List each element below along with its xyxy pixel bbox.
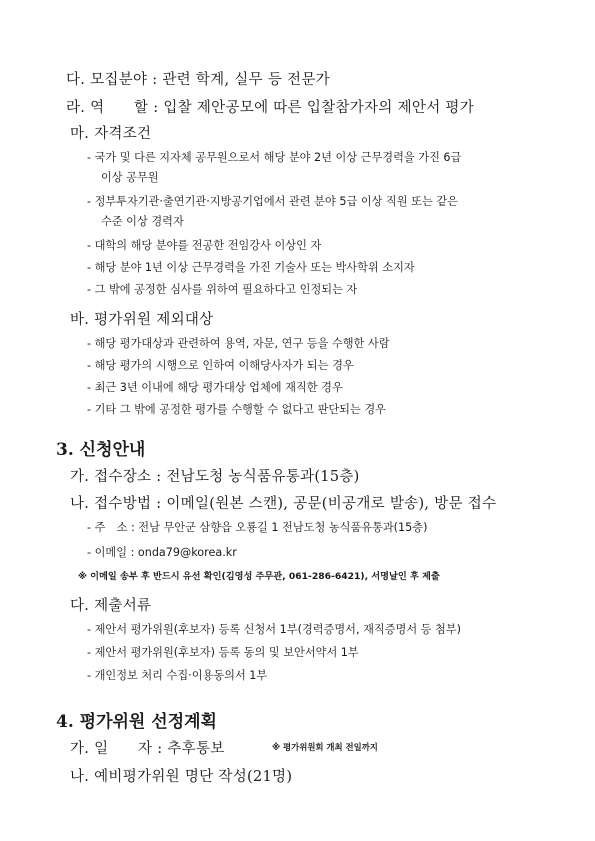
reserve-list-line: 나. 예비평가위원 명단 작성(21명) xyxy=(70,769,293,785)
exclusion-item: - 기타 그 밖에 공정한 평가를 수행할 수 없다고 판단되는 경우 xyxy=(87,403,386,416)
document-item: - 제안서 평가위원(후보자) 등록 신청서 1부(경력증명서, 재직증명서 등 첨부) xyxy=(87,623,462,636)
section-3-title: 3. 신청안내 xyxy=(56,440,146,460)
qualification-item: - 해당 분야 1년 이상 근무경력을 가진 기술사 또는 박사학위 소지자 xyxy=(87,261,415,274)
schedule-note: ※ 평가위원회 개최 전일까지 xyxy=(272,742,378,752)
exclusion-item: - 해당 평가의 시행으로 인하여 이해당사자가 되는 경우 xyxy=(87,359,354,372)
qualification-item: - 대학의 해당 분야를 전공한 전임강사 이상인 자 xyxy=(87,239,322,252)
documents-heading: 다. 제출서류 xyxy=(70,598,152,614)
section-4-title: 4. 평가위원 선정계획 xyxy=(56,712,217,732)
application-method-line: 나. 접수방법 : 이메일(원본 스캔), 공문(비공개로 발송), 방문 접수 xyxy=(70,496,497,512)
qualification-item: - 정부투자기관·출연기관·지방공기업에서 관련 분야 5급 이상 직원 또는 같은 xyxy=(87,195,458,208)
schedule-date-line: 가. 일 자 : 추후통보 xyxy=(70,741,225,757)
recruit-field-line: 다. 모집분야 : 관련 학계, 실무 등 전문가 xyxy=(66,72,330,88)
document-item: - 개인정보 처리 수집·이용동의서 1부 xyxy=(87,669,268,682)
document-item: - 제안서 평가위원(후보자) 등록 동의 및 보안서약서 1부 xyxy=(87,646,359,659)
exclusion-item: - 최근 3년 이내에 해당 평가대상 업체에 재직한 경우 xyxy=(87,381,343,394)
application-place-line: 가. 접수장소 : 전남도청 농식품유통과(15층) xyxy=(70,469,360,485)
exclusion-heading: 바. 평가위원 제외대상 xyxy=(70,312,214,328)
qualification-item: - 그 밖에 공정한 심사를 위하여 필요하다고 인정되는 자 xyxy=(87,283,358,296)
email-line: - 이메일 : onda79@korea.kr xyxy=(87,546,237,559)
qualification-item-cont: 이상 공무원 xyxy=(101,171,159,184)
phone-confirmation-note: ※ 이메일 송부 후 반드시 유선 확인(김영성 주무관, 061-286-6421), 서명날인 후 제출 xyxy=(78,571,440,582)
exclusion-item: - 해당 평가대상과 관련하여 용역, 자문, 연구 등을 수행한 사람 xyxy=(87,337,390,350)
qualification-item-cont: 수준 이상 경력자 xyxy=(101,215,184,228)
qualification-item: - 국가 및 다른 지자체 공무원으로서 해당 분야 2년 이상 근무경력을 가진 6급 xyxy=(87,151,462,164)
qualification-heading: 마. 자격조건 xyxy=(70,126,152,142)
address-line: - 주 소 : 전남 무안군 삼향읍 오룡길 1 전남도청 농식품유통과(15층) xyxy=(87,521,428,534)
role-line: 라. 역 할 : 입찰 제안공모에 따른 입찰참가자의 제안서 평가 xyxy=(66,100,475,116)
